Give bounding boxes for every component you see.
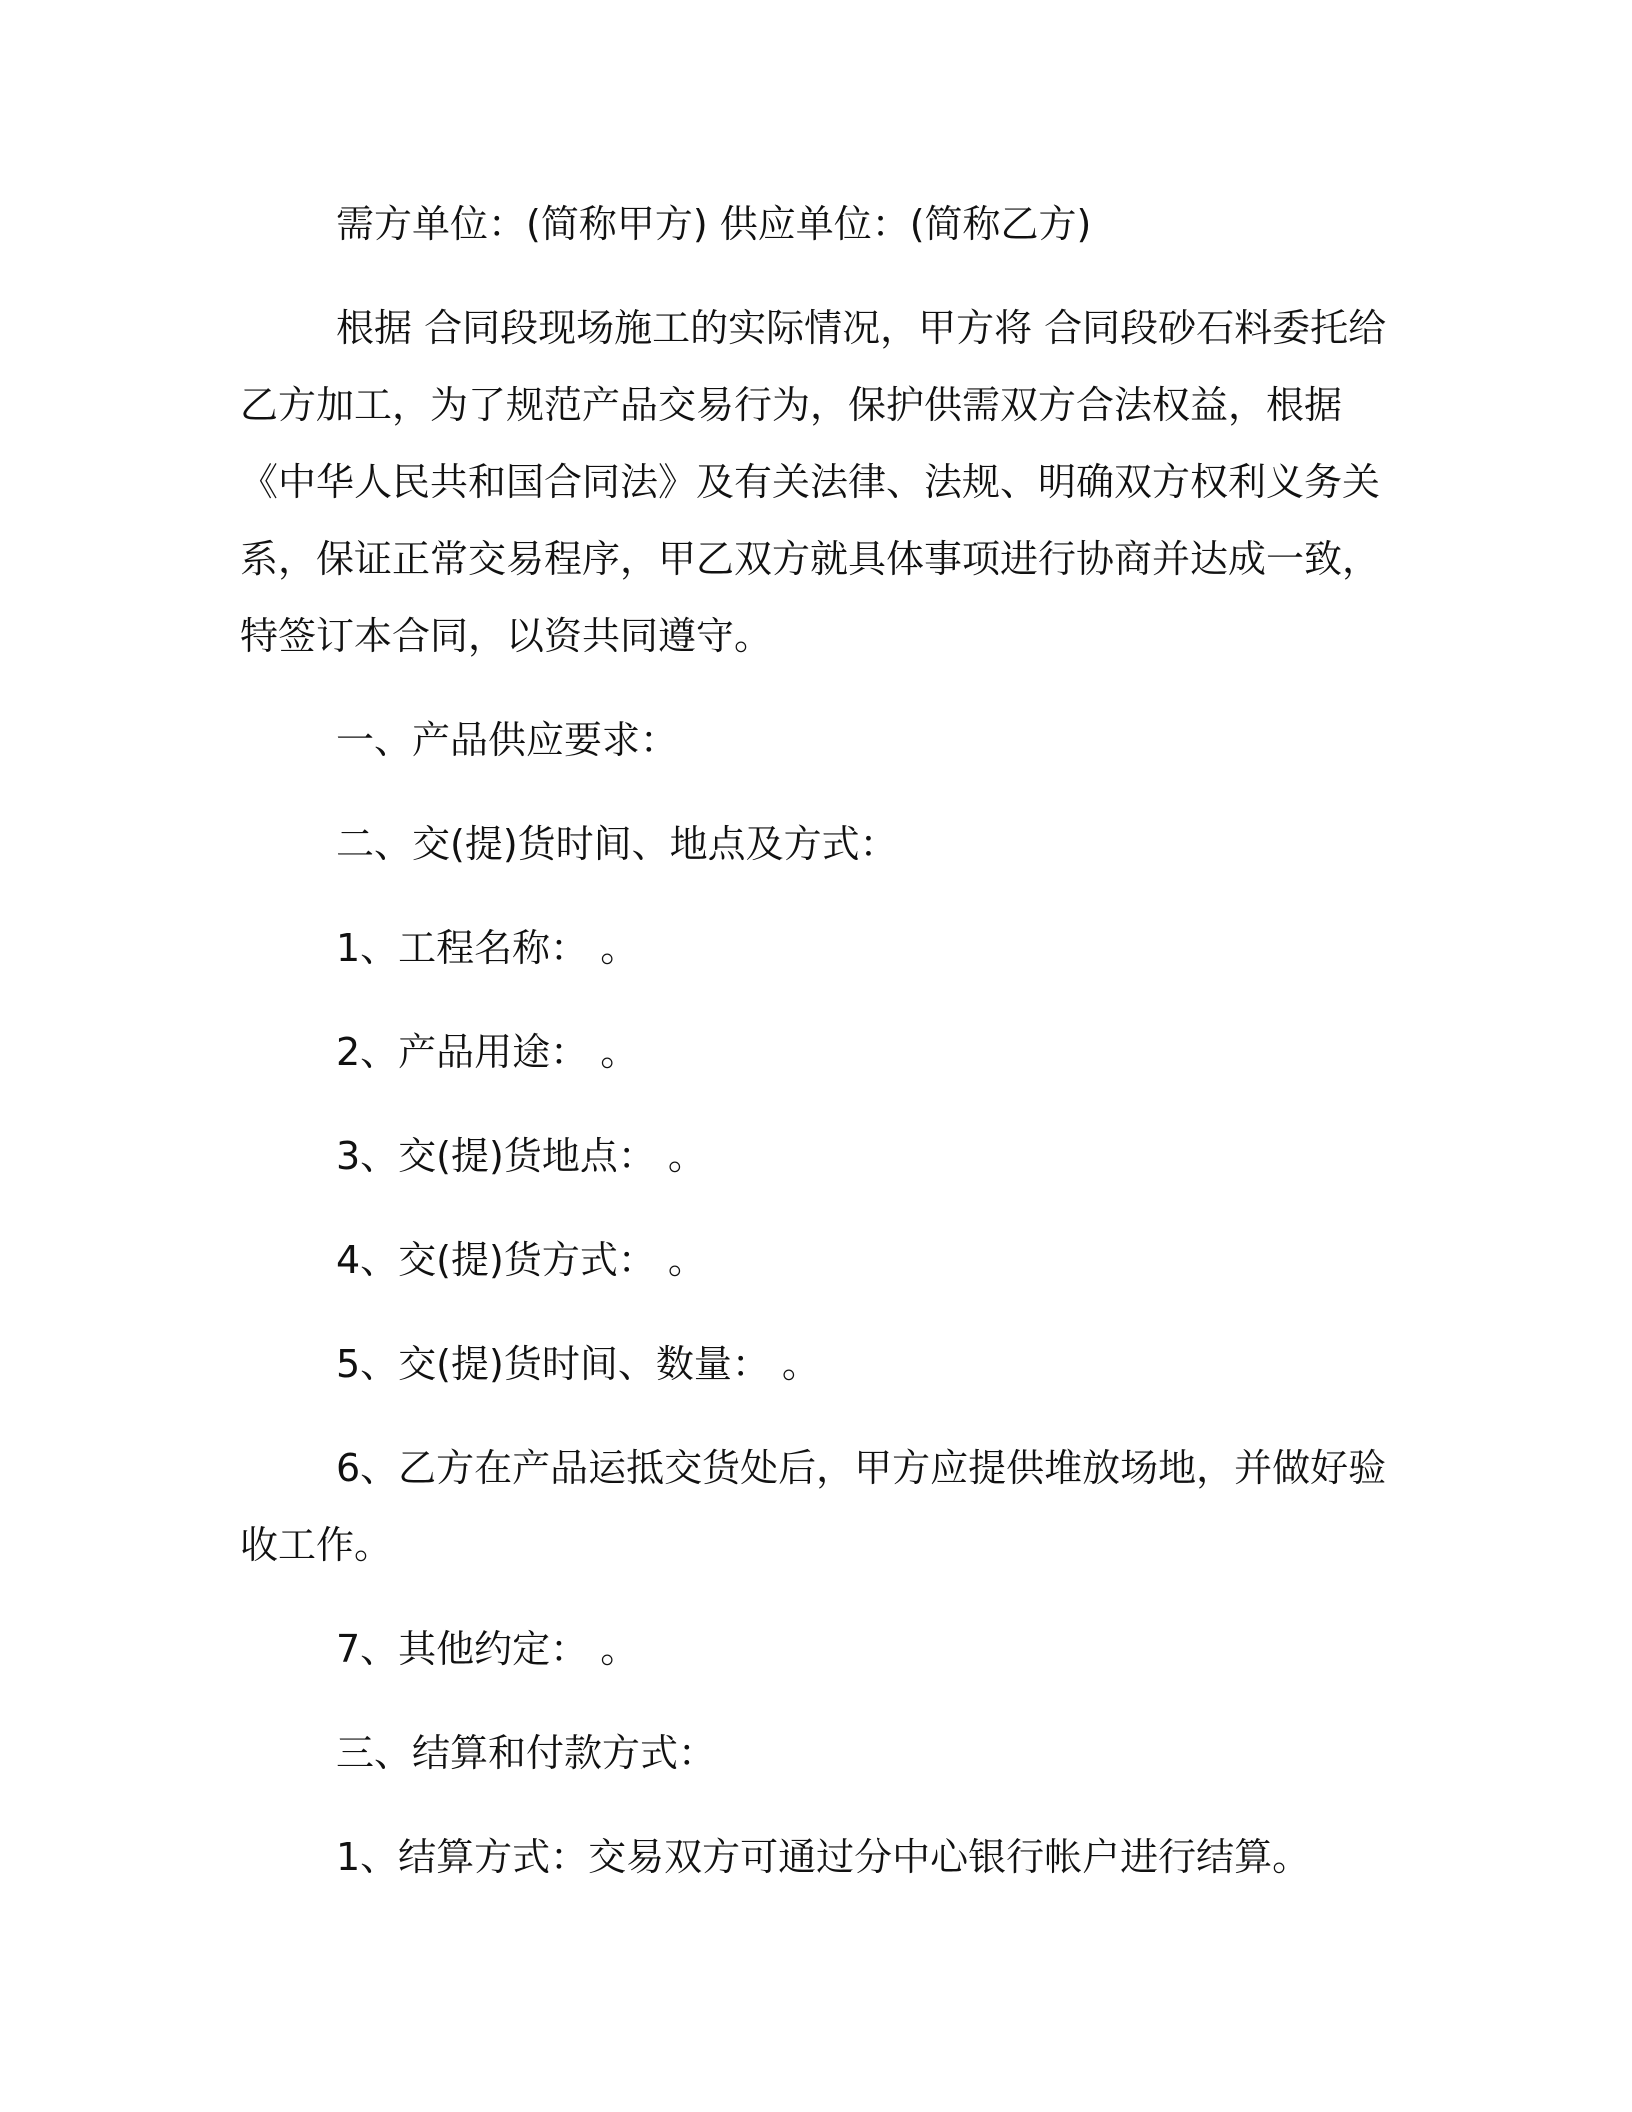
list-item: 2、产品用途： 。 (336, 1030, 639, 1074)
parties-paragraph: 需方单位：(简称甲方) 供应单位：(简称乙方) (336, 202, 1092, 246)
section-heading-1: 一、产品供应要求： (336, 718, 679, 762)
preamble-line: 《中华人民共和国合同法》及有关法律、法规、明确双方权利义务关 (240, 460, 1381, 504)
list-item: 5、交(提)货时间、数量： 。 (336, 1342, 820, 1386)
list-item-line: 收工作。 (240, 1523, 393, 1567)
preamble-line: 特签订本合同，以资共同遵守。 (240, 614, 773, 658)
list-item: 4、交(提)货方式： 。 (336, 1238, 706, 1282)
preamble-paragraph (240, 290, 1400, 675)
preamble-line: 乙方加工，为了规范产品交易行为，保护供需双方合法权益，根据 (240, 383, 1343, 427)
section-heading-3: 三、结算和付款方式： (336, 1731, 717, 1775)
section-heading-2: 二、交(提)货时间、地点及方式： (336, 822, 898, 866)
list-item: 1、结算方式：交易双方可通过分中心银行帐户进行结算。 (336, 1835, 1311, 1879)
list-item: 3、交(提)货地点： 。 (336, 1134, 706, 1178)
preamble-line: 根据 合同段现场施工的实际情况，甲方将 合同段砂石料委托给 (336, 306, 1387, 350)
list-item: 7、其他约定： 。 (336, 1627, 639, 1671)
preamble-line: 系，保证正常交易程序，甲乙双方就具体事项进行协商并达成一致， (240, 537, 1381, 581)
list-item (240, 1430, 1400, 1584)
list-item-line: 6、乙方在产品运抵交货处后，甲方应提供堆放场地，并做好验 (336, 1446, 1387, 1490)
document-body (240, 186, 1400, 1896)
list-item: 1、工程名称： 。 (336, 926, 639, 970)
